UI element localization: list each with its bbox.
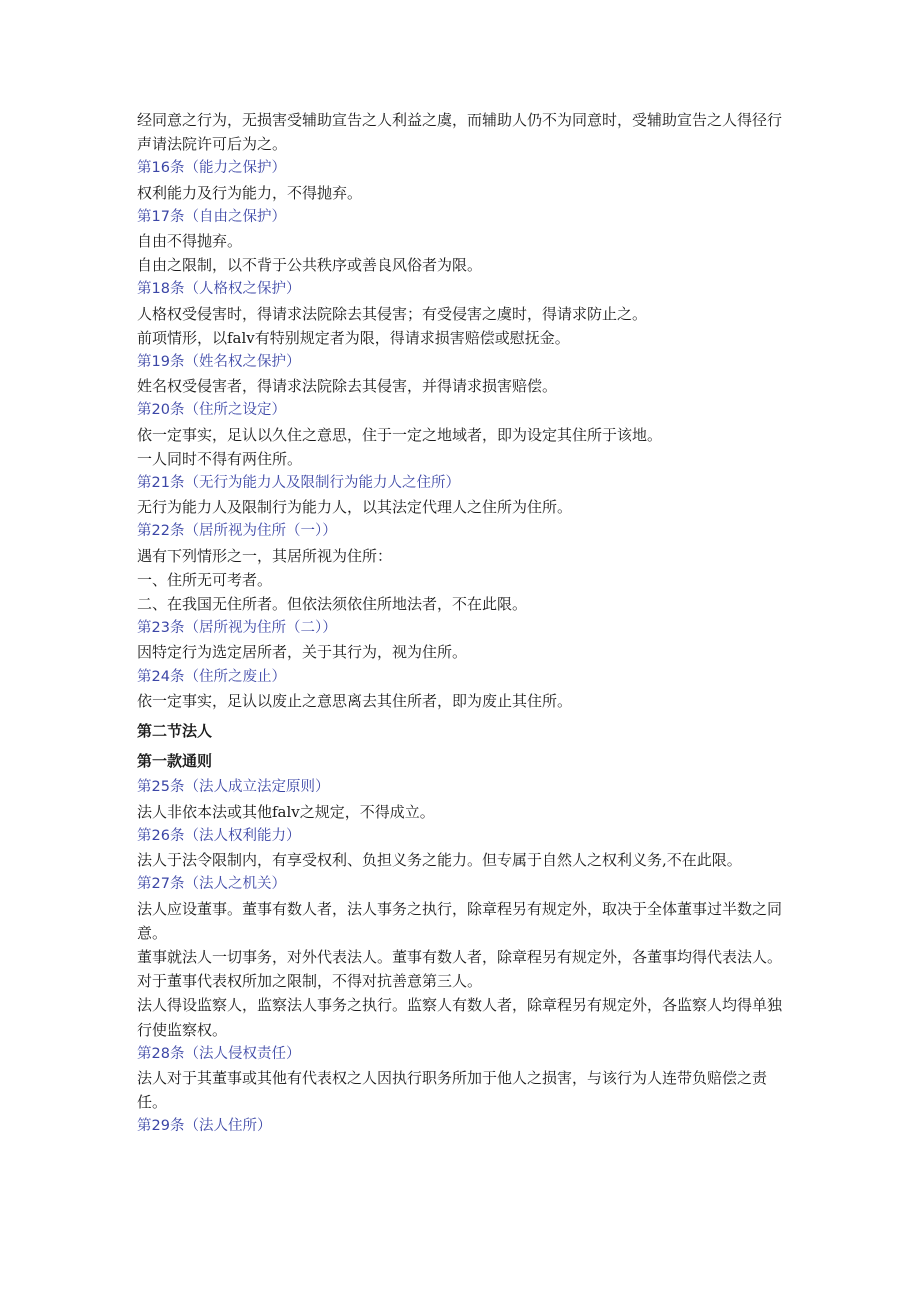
- section-heading: 第二节法人: [137, 722, 213, 741]
- paragraph-text: 姓名权受侵害者，得请求法院除去其侵害，并得请求损害赔偿。: [137, 377, 558, 396]
- paragraph-text: 董事就法人一切事务，对外代表法人。董事有数人者，除章程另有规定外，各董事均得代表法人。: [137, 947, 783, 966]
- article-heading: 第20条（住所之设定）: [137, 402, 286, 419]
- article-heading: 第28条（法人侵权责任）: [137, 1045, 301, 1062]
- paragraph-text: 人格权受侵害时，得请求法院除去其侵害；有受侵害之虞时，得请求防止之。: [137, 304, 648, 323]
- paragraph-text: 法人得设监察人，监察法人事务之执行。监察人有数人者，除章程另有规定外，各监察人均得单独行使监察权。: [137, 996, 783, 1039]
- paragraph-text: 权利能力及行为能力，不得抛弃。: [137, 183, 363, 202]
- article-heading: 第23条（居所视为住所（二））: [137, 620, 337, 637]
- paragraph-text: 因特定行为选定居所者，关于其行为，视为住所。: [137, 643, 468, 662]
- article-heading: 第19条（姓名权之保护）: [137, 354, 301, 371]
- article-heading: 第26条（法人权利能力）: [137, 827, 301, 844]
- paragraph-text: 对于董事代表权所加之限制，不得对抗善意第三人。: [137, 972, 483, 991]
- document-page: [137, 108, 787, 1139]
- article-heading: 第29条（法人住所）: [137, 1118, 272, 1135]
- paragraph-text: 经同意之行为，无损害受辅助宣告之人利益之虞，而辅助人仍不为同意时，受辅助宣告之人得径行声请法院许可后为之。: [137, 111, 783, 154]
- article-heading: 第17条（自由之保护）: [137, 208, 286, 225]
- paragraph-text: 遇有下列情形之一，其居所视为住所：: [137, 546, 393, 565]
- paragraph-text: 自由之限制，以不背于公共秩序或善良风俗者为限。: [137, 256, 483, 275]
- paragraph-text: 法人应设董事。董事有数人者，法人事务之执行，除章程另有规定外，取决于全体董事过半数之同意。: [137, 899, 783, 942]
- article-heading: 第24条（住所之废止）: [137, 668, 286, 685]
- article-heading: 第18条（人格权之保护）: [137, 281, 301, 298]
- paragraph-text: 自由不得抛弃。: [137, 232, 243, 251]
- paragraph-text: 一、住所无可考者。: [137, 570, 273, 589]
- article-heading: 第27条（法人之机关）: [137, 876, 286, 893]
- article-heading: 第22条（居所视为住所（一））: [137, 523, 337, 540]
- paragraph-text: 无行为能力人及限制行为能力人，以其法定代理人之住所为住所。: [137, 498, 573, 517]
- paragraph-text: 一人同时不得有两住所。: [137, 449, 303, 468]
- paragraph-text: 法人非依本法或其他falv之规定，不得成立。: [137, 802, 435, 821]
- paragraph-text: 依一定事实，足认以废止之意思离去其住所者，即为废止其住所。: [137, 691, 573, 710]
- article-heading: 第16条（能力之保护）: [137, 160, 286, 177]
- paragraph-text: 前项情形，以falv有特别规定者为限，得请求损害赔偿或慰抚金。: [137, 328, 570, 347]
- section-heading: 第一款通则: [137, 752, 213, 771]
- paragraph-text: 依一定事实，足认以久住之意思，住于一定之地域者，即为设定其住所于该地。: [137, 425, 663, 444]
- paragraph-text: 二、在我国无住所者。但依法须依住所地法者，不在此限。: [137, 595, 528, 614]
- article-heading: 第21条（无行为能力人及限制行为能力人之住所）: [137, 475, 460, 492]
- article-heading: 第25条（法人成立法定原则）: [137, 779, 330, 796]
- paragraph-text: 法人对于其董事或其他有代表权之人因执行职务所加于他人之损害，与该行为人连带负赔偿之责任。: [137, 1068, 768, 1112]
- paragraph-text: 法人于法令限制内，有享受权利、负担义务之能力。但专属于自然人之权利义务,不在此限。: [137, 851, 742, 870]
